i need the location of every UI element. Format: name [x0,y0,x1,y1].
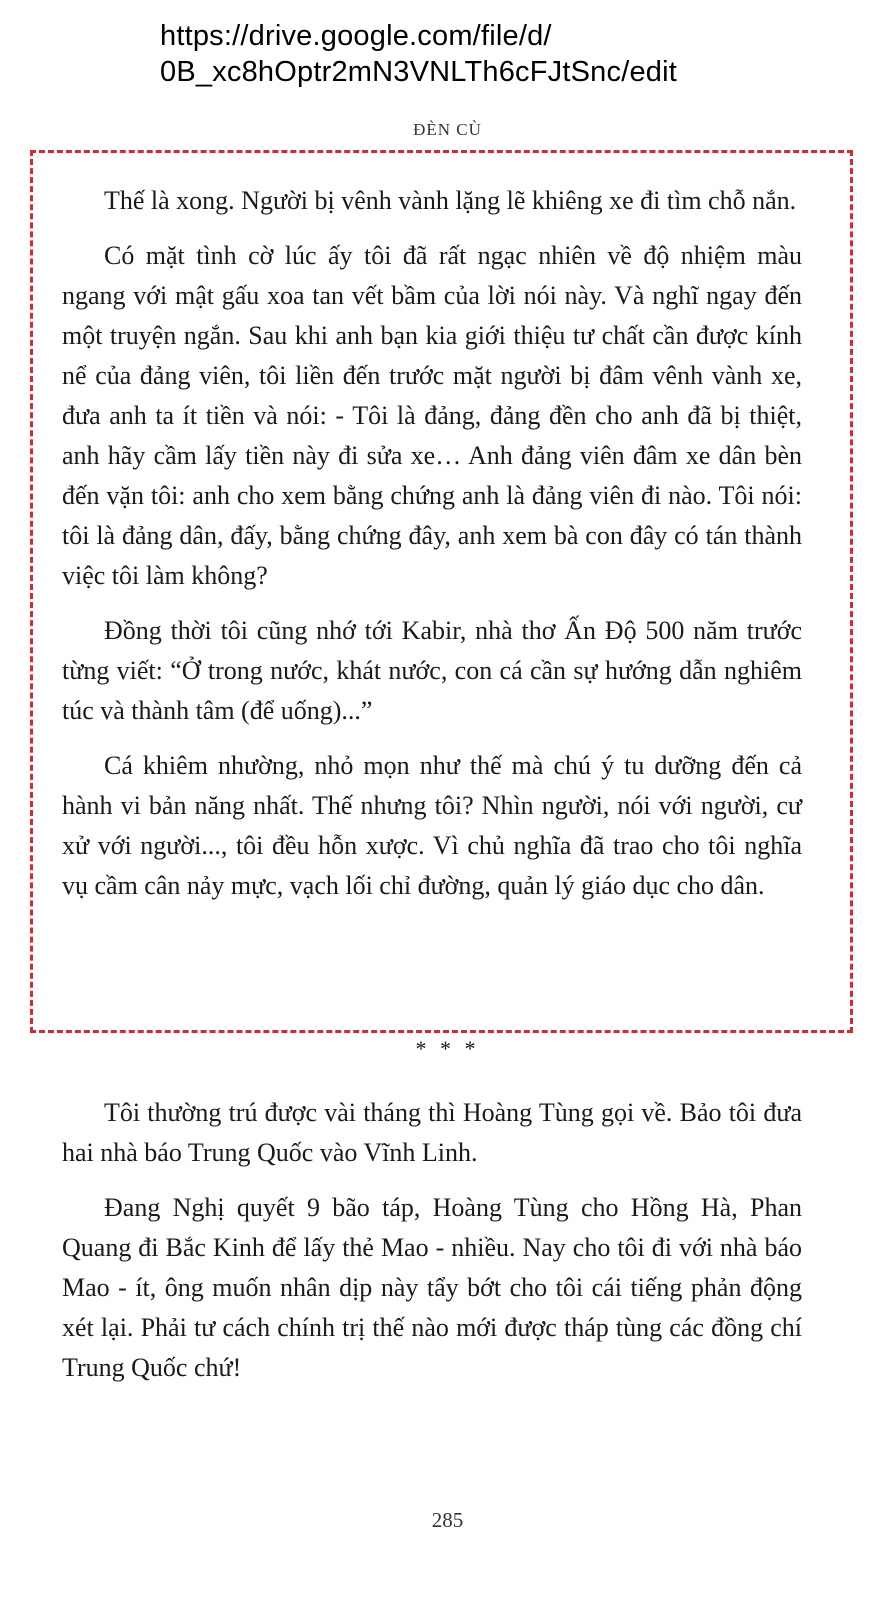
paragraph: Đồng thời tôi cũng nhớ tới Kabir, nhà thơ Ấn Độ 500 năm trước từng viết: “Ở trong nước, khát nước, con cá cần sự hướng dẫn nghiêm túc và thành tâm (để uống)...” [62,616,802,725]
drive-url [160,18,677,90]
paragraph: Cá khiêm nhường, nhỏ mọn như thế mà chú ý tu dưỡng đến cả hành vi bản năng nhất. Thế nhưng tôi? Nhìn người, nói với người, cư xử với người..., tôi đều hỗn xược. Vì chủ nghĩa đã trao cho tôi nghĩa vụ cầm cân nảy mực, vạch lối chỉ đường, quản lý giáo dục cho dân. [62,751,802,900]
page-number: 285 [431,1508,464,1532]
paragraph: Tôi thường trú được vài tháng thì Hoàng Tùng gọi về. Bảo tôi đưa hai nhà báo Trung Quốc vào Vĩnh Linh. [62,1098,802,1167]
paragraph: Thế là xong. Người bị vênh vành lặng lẽ khiêng xe đi tìm chỗ nắn. [104,186,797,215]
paragraph: Có mặt tình cờ lúc ấy tôi đã rất ngạc nhiên về độ nhiệm màu ngang với mật gấu xoa tan vết bầm của lời nói này. Và nghĩ ngay đến một truyện ngắn. Sau khi anh bạn kia giới thiệu tư chất cần được kính nể của đảng viên, tôi liền đến trước mặt người bị đâm vênh vành xe, đưa anh ta ít tiền và nói: - Tôi là đảng, đảng đền cho anh đã bị thiệt, anh hãy cầm lấy tiền này đi sửa xe… Anh đảng viên đâm xe dân bèn đến vặn tôi: anh cho xem bằng chứng anh là đảng viên đi nào. Tôi nói: tôi là đảng dân, đấy, bằng chứng đây, anh xem bà con đây có tán thành việc tôi làm không? [62,241,802,590]
section-separator: * * * [415,1036,480,1061]
paragraph: Đang Nghị quyết 9 bão táp, Hoàng Tùng cho Hồng Hà, Phan Quang đi Bắc Kinh để lấy thẻ Mao - nhiều. Nay cho tôi đi với nhà báo Mao - ít, ông muốn nhân dịp này tẩy bớt cho tôi cái tiếng phản động xét lại. Phải tư cách chính trị thế nào mới được tháp tùng các đồng chí Trung Quốc chứ! [62,1193,802,1382]
body-text [62,1093,802,1403]
drive-url-line-2: 0B_xc8hOptr2mN3VNLTh6cFJtSnc/edit [160,56,678,88]
running-head: ĐÈN CÙ [413,120,482,139]
drive-url-line-1: https://drive.google.com/file/d/ [160,20,552,52]
highlighted-text [62,181,802,921]
